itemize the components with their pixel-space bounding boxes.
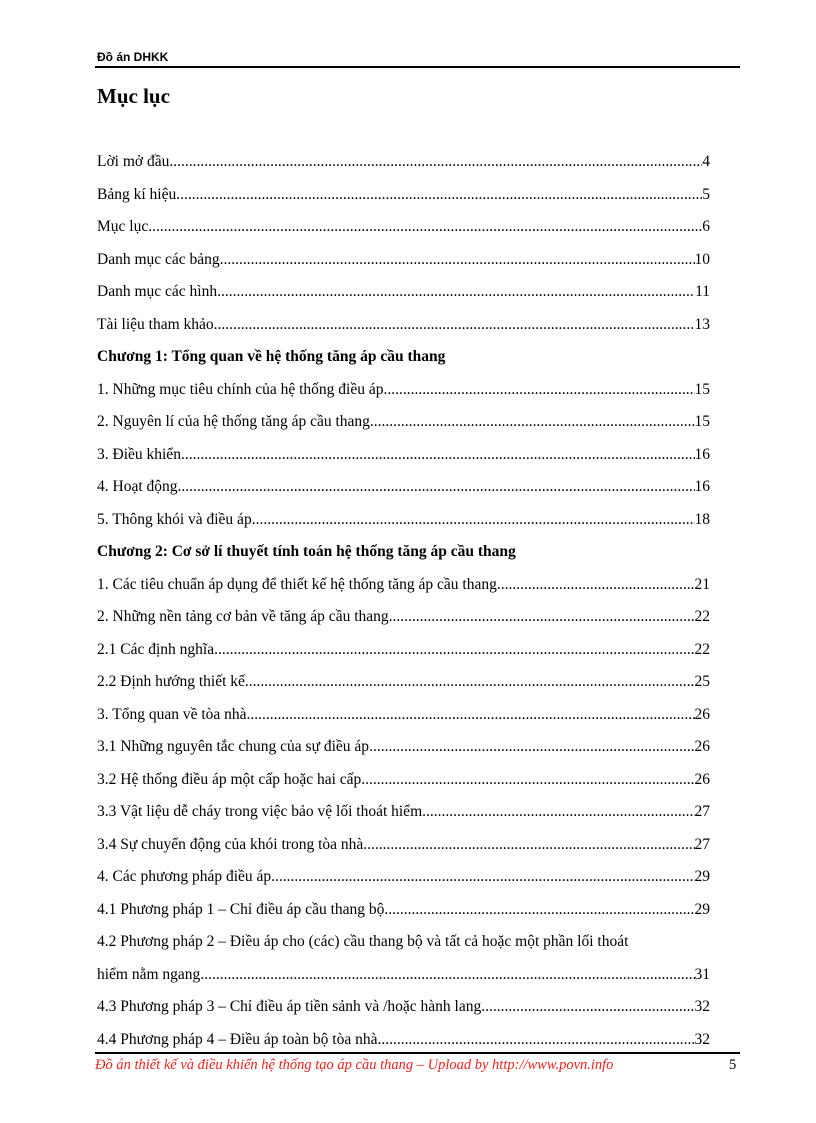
toc-entry <box>97 959 710 992</box>
toc-entry-page: 15 <box>694 413 710 431</box>
toc-entry <box>97 179 710 212</box>
footer-text: Đồ án thiết kế và điều khiển hệ thống tạo áp cầu thang – Upload by http://www.povn.info <box>95 1057 614 1073</box>
toc-entry <box>97 764 710 797</box>
toc-entry-page: 13 <box>694 315 710 333</box>
toc-entry <box>97 211 710 244</box>
toc-entry-page: 25 <box>694 673 710 691</box>
toc-entry <box>97 666 710 699</box>
toc-dot-leader <box>481 998 694 1016</box>
toc-dot-leader <box>384 901 694 919</box>
table-of-contents <box>97 146 710 1056</box>
toc-entry-page: 4 <box>702 153 710 171</box>
toc-entry-title: 2. Những nền tảng cơ bản về tăng áp cầu thang <box>97 608 389 626</box>
toc-entry-page: 29 <box>694 900 710 918</box>
toc-entry <box>97 601 710 634</box>
toc-entry-title: hiểm nằm ngang <box>97 965 201 983</box>
toc-entry <box>97 569 710 602</box>
toc-entry <box>97 406 710 439</box>
toc-dot-leader <box>214 316 695 334</box>
toc-dot-leader <box>383 381 694 399</box>
toc-entry <box>97 731 710 764</box>
toc-dot-leader <box>361 771 694 789</box>
toc-chapter-heading <box>97 341 710 374</box>
toc-entry <box>97 894 710 927</box>
toc-dot-leader <box>245 673 695 691</box>
toc-entry-page: 16 <box>694 445 710 463</box>
toc-entry-title: Chương 2: Cơ sở lí thuyết tính toán hệ thống tăng áp cầu thang <box>97 543 516 561</box>
toc-entry-page: 22 <box>694 640 710 658</box>
toc-entry-page: 10 <box>694 250 710 268</box>
toc-entry <box>97 829 710 862</box>
toc-entry-title: 1. Những mục tiêu chính của hệ thống điều áp <box>97 380 384 398</box>
toc-entry-page: 22 <box>694 608 710 626</box>
toc-entry <box>97 374 710 407</box>
toc-entry-page: 15 <box>694 380 710 398</box>
toc-entry-title: 4.3 Phương pháp 3 – Chỉ điều áp tiền sảnh và /hoặc hành lang <box>97 998 482 1016</box>
toc-heading: Mục lục <box>97 84 170 108</box>
toc-entry <box>97 439 710 472</box>
toc-dot-leader <box>370 413 695 431</box>
toc-dot-leader <box>148 218 702 236</box>
toc-dot-leader <box>214 641 694 659</box>
toc-entry <box>97 504 710 537</box>
toc-entry-page: 32 <box>694 1030 710 1048</box>
toc-entry-title: Danh mục các bảng <box>97 250 220 268</box>
toc-entry-page: 29 <box>694 868 710 886</box>
toc-chapter-heading <box>97 536 710 569</box>
footer-divider <box>95 1052 740 1054</box>
toc-dot-leader <box>389 608 695 626</box>
toc-entry <box>97 926 710 959</box>
toc-entry-title: 4.2 Phương pháp 2 – Điều áp cho (các) cầu thang bộ và tất cả hoặc một phần lối thoát <box>97 933 629 951</box>
toc-entry-title: 3.3 Vật liệu dễ cháy trong việc bảo vệ lối thoát hiểm <box>97 803 423 821</box>
toc-entry-title: 4. Hoạt động <box>97 478 178 496</box>
toc-dot-leader <box>247 706 695 724</box>
toc-entry-title: 4.4 Phương pháp 4 – Điều áp toàn bộ tòa nhà <box>97 1030 378 1048</box>
toc-entry <box>97 309 710 342</box>
toc-entry-page: 16 <box>694 478 710 496</box>
toc-entry-page: 11 <box>695 283 710 301</box>
toc-dot-leader <box>181 446 695 464</box>
toc-dot-leader <box>252 511 695 529</box>
toc-entry-title: 3. Điều khiển <box>97 445 181 463</box>
toc-dot-leader <box>271 868 694 886</box>
toc-entry-title: Mục lục <box>97 218 149 236</box>
toc-dot-leader <box>497 576 695 594</box>
toc-entry-title: Bảng kí hiệu <box>97 185 177 203</box>
toc-entry-title: Chương 1: Tổng quan về hệ thống tăng áp cầu thang <box>97 348 446 366</box>
toc-dot-leader <box>217 283 695 301</box>
toc-entry-page: 5 <box>702 185 710 203</box>
toc-dot-leader <box>422 803 694 821</box>
toc-entry-page: 18 <box>694 510 710 528</box>
toc-entry-title: 5. Thông khói và điều áp <box>97 510 252 528</box>
toc-entry-page: 26 <box>694 770 710 788</box>
toc-entry <box>97 471 710 504</box>
toc-entry-title: 3.1 Những nguyên tắc chung của sự điều áp <box>97 738 370 756</box>
toc-entry <box>97 699 710 732</box>
toc-entry-page: 32 <box>694 998 710 1016</box>
page-number: 5 <box>729 1057 737 1073</box>
toc-entry-title: 3.2 Hệ thống điều áp một cấp hoặc hai cấp <box>97 770 362 788</box>
toc-dot-leader <box>176 186 702 204</box>
toc-entry-page: 6 <box>702 218 710 236</box>
toc-entry-title: 2.1 Các định nghĩa <box>97 640 215 658</box>
toc-entry-title: 3. Tổng quan về tòa nhà <box>97 705 247 723</box>
toc-entry-page: 31 <box>694 965 710 983</box>
toc-dot-leader <box>200 966 694 984</box>
toc-entry-title: Danh mục các hình <box>97 283 218 301</box>
toc-entry-title: 2.2 Định hướng thiết kế <box>97 673 245 691</box>
toc-entry <box>97 796 710 829</box>
toc-entry-title: Lời mở đầu <box>97 153 170 171</box>
toc-entry-title: 1. Các tiêu chuẩn áp dụng để thiết kế hệ thống tăng áp cầu thang <box>97 575 497 593</box>
toc-entry <box>97 146 710 179</box>
toc-entry-title: Tài liệu tham khảo <box>97 315 214 333</box>
toc-dot-leader <box>363 836 694 854</box>
toc-dot-leader <box>369 738 694 756</box>
toc-dot-leader <box>377 1031 694 1049</box>
toc-entry-page: 21 <box>694 575 710 593</box>
toc-entry-title: 4.1 Phương pháp 1 – Chỉ điều áp cầu thang bộ <box>97 900 385 918</box>
toc-entry-page: 26 <box>694 738 710 756</box>
toc-entry-page: 27 <box>694 835 710 853</box>
toc-entry-page: 27 <box>694 803 710 821</box>
document-header-title: Đồ án DHKK <box>97 50 169 64</box>
toc-entry <box>97 244 710 277</box>
toc-entry <box>97 276 710 309</box>
header-divider <box>95 66 740 68</box>
toc-entry-title: 2. Nguyên lí của hệ thống tăng áp cầu thang <box>97 413 370 431</box>
toc-entry <box>97 634 710 667</box>
toc-dot-leader <box>169 153 702 171</box>
toc-entry-page: 26 <box>694 705 710 723</box>
toc-entry <box>97 861 710 894</box>
toc-entry-title: 3.4 Sự chuyển động của khói trong tòa nhà <box>97 835 364 853</box>
toc-dot-leader <box>220 251 695 269</box>
toc-dot-leader <box>178 478 695 496</box>
toc-entry <box>97 991 710 1024</box>
toc-entry-title: 4. Các phương pháp điều áp <box>97 868 272 886</box>
